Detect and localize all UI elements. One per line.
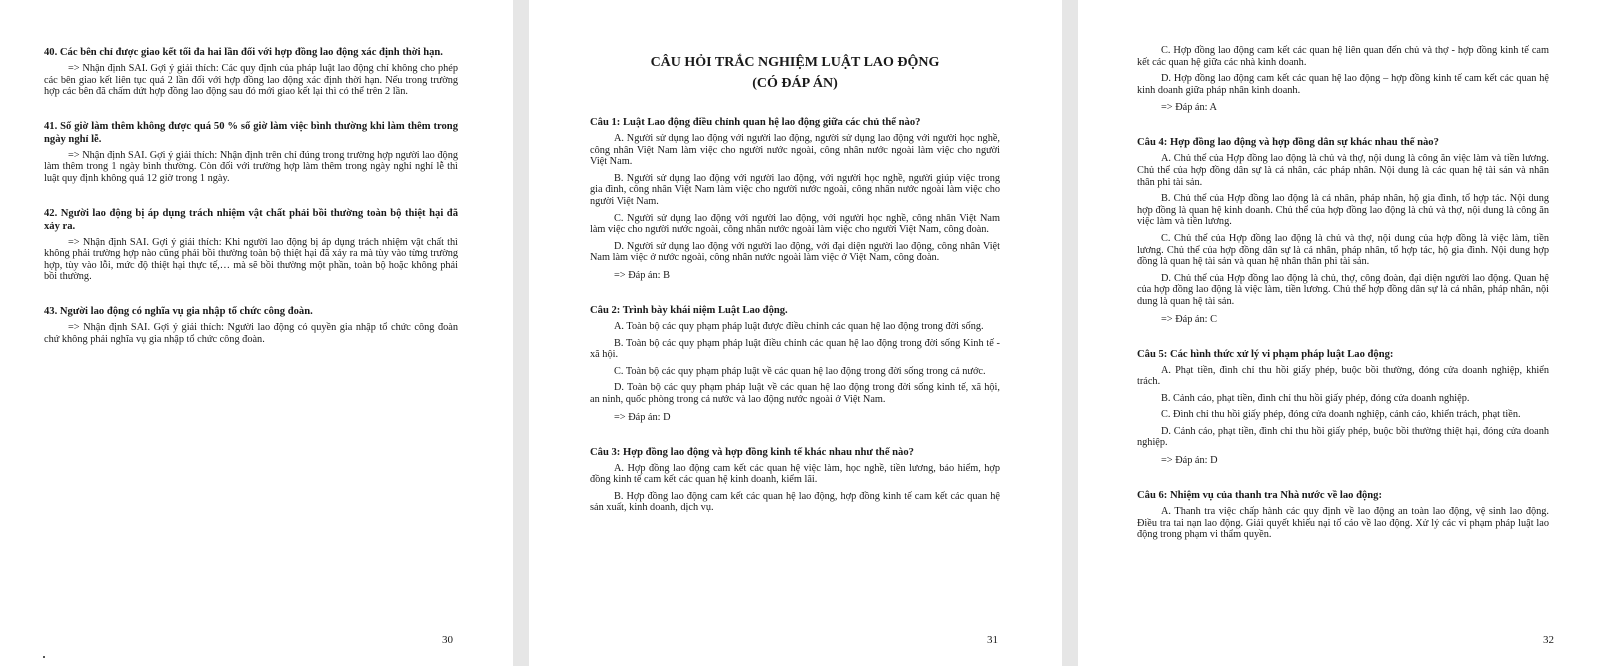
question-41 <box>44 120 458 185</box>
question-6 <box>1137 489 1549 541</box>
answer-line: => Đáp án: B <box>614 269 670 281</box>
option-d: D. Cảnh cáo, phạt tiền, đình chỉ thu hồi giấy phép, buộc bồi thường thiệt hại, đóng cửa doanh nghiệp. <box>1137 425 1549 449</box>
question-title: Câu 3: Hợp đồng lao động và hợp đồng kinh tế khác nhau như thế nào? <box>590 446 914 458</box>
option-c: C. Chủ thể của Hợp đồng lao động là chủ và thợ, nội dung của hợp đồng là việc làm, tiền lương. Chủ thể của hợp đồng dân sự là cá nhân, pháp nhân, tổ hợp tác, hộ gia đình. Nội dung hợp đồng là quan hệ tài sản và quan hệ nhân thân phi tài sản. <box>1137 232 1549 268</box>
page-number: 32 <box>1543 634 1554 646</box>
option-a: A. Thanh tra việc chấp hành các quy định về lao động an toàn lao động, vệ sinh lao động. Điều tra tai nạn lao động. Giải quyết khiếu nại tố cáo về lao động. Xử lý các vi phạm pháp luật lao động trong phạm vi thẩm quyền. <box>1137 506 1549 541</box>
question-40 <box>44 46 458 98</box>
answer-explanation: => Nhận định SAI. Gợi ý giải thích: Khi người lao động bị áp dụng trách nhiệm vật chất thì không phải trường hợp nào cũng phải bồi thường toàn bộ thiệt hại đã xảy ra mà tùy vào từng trường hợp, tùy vào lỗi, mức độ thiệt hại thực tế,… mà sẽ bồi thường một phần, toàn bộ hoặc không phải bồi thường. <box>44 236 458 283</box>
option-c: C. Hợp đồng lao động cam kết các quan hệ liên quan đến chủ và thợ - hợp đồng kinh tế cam kết các quan hệ giữa các nhà kinh doanh. <box>1137 45 1549 68</box>
question-3-continued <box>1137 45 1549 114</box>
option-d: D. Toàn bộ các quy phạm pháp luật về các quan hệ lao động trong đời sống kinh tế, xã hội, an ninh, quốc phòng trong cả nước và lao động nước ngoài ở Việt Nam. <box>590 382 1000 405</box>
page-30 <box>0 0 513 666</box>
option-d: D. Người sử dụng lao động với người lao động, với đại diện người lao động, công nhân Việt Nam làm việc ở nước ngoài, công nhân nước ngoài làm việc ở Việt Nam, công đoàn. <box>590 240 1000 264</box>
option-a: A. Chủ thể của Hợp đồng lao động là chủ và thợ, nội dung là công ăn việc làm và tiền lương. Chủ thể của hợp đồng dân sự là cá nhân, các pháp nhân. Nội dung là các quan hệ tài sản và nhân thân phi tài sản. <box>1137 153 1549 188</box>
question-title: Câu 4: Hợp đồng lao động và hợp đồng dân sự khác nhau thế nào? <box>1137 137 1439 149</box>
question-title: 43. Người lao động có nghĩa vụ gia nhập tổ chức công đoàn. <box>44 305 313 317</box>
option-a: A. Người sử dụng lao động với người lao động, người sử dụng lao động với người học nghề, công nhân Việt Nam làm việc cho người nước ngoài, công nhân nước ngoài làm việc cho người Việt Nam. <box>590 133 1000 168</box>
question-title: Câu 6: Nhiệm vụ của thanh tra Nhà nước về lao động: <box>1137 490 1383 502</box>
answer-line: => Đáp án: C <box>1161 313 1217 325</box>
question-2 <box>590 304 1000 424</box>
option-b: B. Hợp đồng lao động cam kết các quan hệ lao động, hợp đồng kinh tế cam kết các quan hệ sản xuất, kinh doanh, dịch vụ. <box>590 490 1000 514</box>
answer-line: => Đáp án: D <box>614 411 671 423</box>
option-c: C. Toàn bộ các quy phạm pháp luật về các quan hệ lao động trong đời sống trong cả nước. <box>614 365 986 377</box>
question-title: 42. Người lao động bị áp dụng trách nhiệm vật chất phải bồi thường toàn bộ thiệt hại đã xảy ra. <box>44 207 458 232</box>
question-3 <box>590 446 1000 514</box>
document-title <box>590 52 1000 94</box>
option-b: B. Chủ thể của Hợp đồng lao động là cá nhân, pháp nhân, hộ gia đình, tổ hợp tác. Nội dung hợp đồng là quan hệ kinh doanh. Chủ thể của hợp đồng lao động là chủ và thợ, nội dung là công ăn việc làm và tiền lương. <box>1137 193 1549 228</box>
question-4 <box>1137 136 1549 325</box>
question-43 <box>44 305 458 345</box>
answer-explanation: => Nhận định SAI. Gợi ý giải thích: Các quy định của pháp luật lao động chỉ không cho phép các bên giao kết liên tục quá 2 lần đối với hợp đồng lao động xác định thời hạn. Nếu trong trường hợp các bên đã chấm dứt hợp đồng lao động sau đó mới giao kết lại thì có thể trên 2 lần. <box>44 63 458 98</box>
option-d: D. Chủ thể của Hợp đồng lao động là chủ, thợ, công đoàn, đại diện người lao động. Quan hệ của hợp đồng lao động là việc làm, tiền lương. Chủ thể hợp đồng dân sự là cá nhân, pháp nhân, nội dung là quan hệ tài sản. <box>1137 272 1549 307</box>
question-title: 41. Số giờ làm thêm không được quá 50 % số giờ làm việc bình thường khi làm thêm trong ngày nghỉ lễ. <box>44 120 458 145</box>
question-title: Câu 2: Trình bày khái niệm Luật Lao động. <box>590 304 788 316</box>
page-number: 30 <box>442 634 453 646</box>
question-42 <box>44 207 458 283</box>
document-title-line-2: (CÓ ĐÁP ÁN) <box>752 76 838 91</box>
option-a: A. Phạt tiền, đình chỉ thu hồi giấy phép, buộc bồi thường, đóng cửa doanh nghiệp, khiển trách. <box>1137 364 1549 388</box>
option-b: B. Cảnh cáo, phạt tiền, đình chỉ thu hồi giấy phép, đóng cửa doanh nghiệp. <box>1161 392 1470 404</box>
answer-explanation: => Nhận định SAI. Gợi ý giải thích: Nhận định trên chỉ đúng trong trường hợp người lao động làm thêm trong 1 ngày bình thường. Còn đối với trường hợp làm thêm trong ngày nghỉ nghỉ lễ thì luật quy định không quá 12 giờ trong 1 ngày. <box>44 149 458 184</box>
page-number: 31 <box>987 634 998 646</box>
option-a: A. Toàn bộ các quy phạm pháp luật được điều chỉnh các quan hệ lao động trong đời sống. <box>614 320 984 332</box>
option-c: C. Đình chỉ thu hồi giấy phép, đóng cửa doanh nghiệp, cảnh cáo, khiển trách, phạt tiền. <box>1161 409 1521 421</box>
page-31 <box>529 0 1062 666</box>
option-d: D. Hợp đồng lao động cam kết các quan hệ lao động – hợp đồng kinh tế cam kết các quan hệ kinh doanh giữa pháp nhân kinh doanh. <box>1137 73 1549 96</box>
page-32 <box>1078 0 1600 666</box>
option-c: C. Người sử dụng lao động với người lao động, với người học nghề, công nhân Việt Nam làm việc cho người nước ngoài, công nhân nước ngoài làm việc cho người Việt Nam, công đoàn. <box>590 212 1000 236</box>
option-b: B. Người sử dụng lao động với người lao động, với người học nghề, người giúp việc trong gia đình, công nhân Việt Nam làm việc cho người nước ngoài, công nhân nước ngoài làm việc cho người Việt Nam. <box>590 172 1000 207</box>
option-a: A. Hợp đồng lao động cam kết các quan hệ việc làm, học nghề, tiền lương, bảo hiểm, hợp đồng kinh tế cam kết các quan hệ kinh doanh, kiểm lãi. <box>590 462 1000 486</box>
answer-line: => Đáp án: A <box>1161 102 1217 114</box>
question-title: 40. Các bên chỉ được giao kết tối đa hai lần đối với hợp đồng lao động xác định thời hạn. <box>44 47 443 58</box>
document-title-line-1: CÂU HỎI TRẮC NGHIỆM LUẬT LAO ĐỘNG <box>650 55 940 70</box>
option-b: B. Toàn bộ các quy phạm pháp luật điều chỉnh các quan hệ lao động trong đời sống Kinh tế - xã hội. <box>590 337 1000 361</box>
page-mark <box>43 656 45 658</box>
question-1 <box>590 116 1000 282</box>
answer-explanation: => Nhận định SAI. Gợi ý giải thích: Người lao động có quyền gia nhập tổ chức công đoàn chứ không phải nghĩa vụ gia nhập tổ chức công đoàn. <box>44 321 458 345</box>
question-5 <box>1137 348 1549 468</box>
question-title: Câu 1: Luật Lao động điều chỉnh quan hệ lao động giữa các chủ thể nào? <box>590 117 921 128</box>
question-title: Câu 5: Các hình thức xử lý vi phạm pháp luật Lao động: <box>1137 348 1394 360</box>
answer-line: => Đáp án: D <box>1161 455 1218 467</box>
